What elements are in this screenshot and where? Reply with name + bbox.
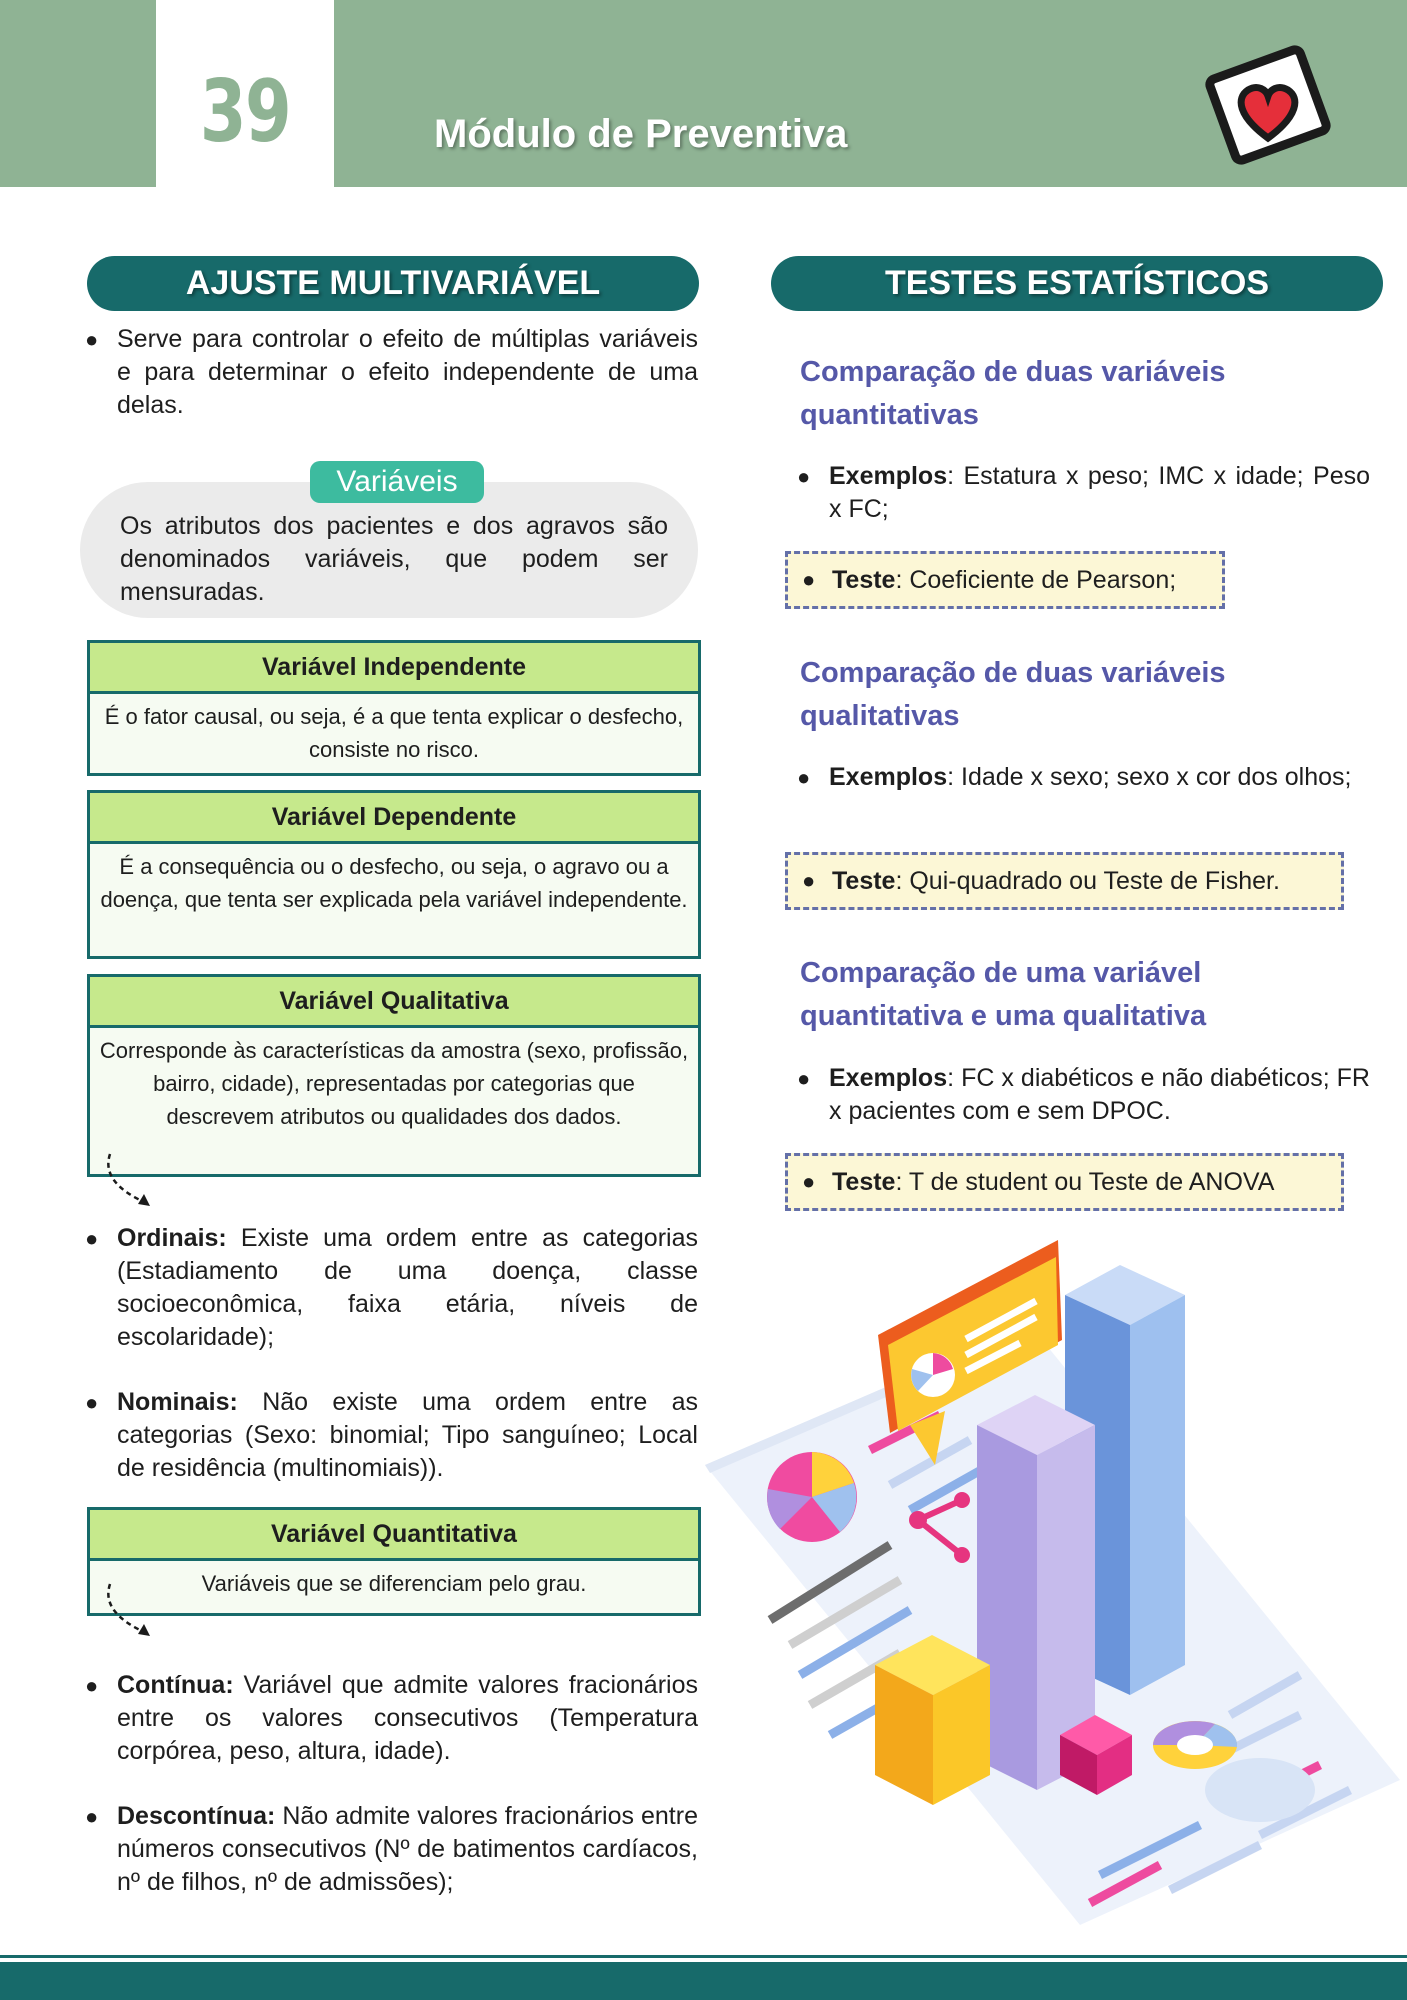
heading-line: qualitativas	[800, 700, 960, 732]
examples-bullet-2	[797, 761, 1370, 794]
footer-line	[0, 1955, 1407, 1958]
heading-line: quantitativa e uma qualitativa	[800, 1000, 1207, 1032]
heading-line: Comparação de duas variáveis	[800, 657, 1226, 689]
variables-tag: Variáveis	[310, 461, 484, 503]
module-title: Módulo de Preventiva	[434, 112, 848, 156]
test-label: Teste	[832, 867, 896, 895]
bullet-dot: ●	[797, 1066, 811, 1091]
term-ordinal: Ordinais:	[117, 1224, 227, 1252]
section-title-ajuste: AJUSTE MULTIVARIÁVEL	[87, 256, 699, 311]
text-continuous: Variável que admite valores fracionários entre os valores consecutivos (Temperatura corpórea, peso, altura, idade).	[117, 1671, 698, 1765]
list-item-discontinuous	[85, 1800, 698, 1899]
definition-body: É a consequência ou o desfecho, ou seja, o agravo ou a doença, que tenta ser explicada pela variável independente.	[100, 854, 688, 912]
bullet-dot: ●	[802, 567, 816, 592]
heading-line: Comparação de uma variável	[800, 957, 1202, 989]
list-item-nominal	[85, 1386, 698, 1485]
definition-box-quantitative	[87, 1507, 701, 1616]
section-title-testes: TESTES ESTATÍSTICOS	[771, 256, 1383, 311]
page-number: 39	[199, 62, 291, 162]
definition-box-qualitative	[87, 974, 701, 1177]
examples-label: Exemplos	[829, 462, 948, 490]
examples-text: : Idade x sexo; sexo x cor dos olhos;	[947, 763, 1352, 791]
test-label: Teste	[832, 1168, 896, 1196]
text-nominal: Não existe uma ordem entre as categorias (Sexo: binomial; Tipo sanguíneo; Local de residência (multinomiais)).	[117, 1388, 698, 1482]
curved-arrow-icon	[100, 1580, 160, 1640]
heart-note-logo-icon	[1198, 40, 1338, 170]
definition-title: Variável Quantitativa	[90, 1510, 698, 1561]
gear-icon	[1205, 1758, 1315, 1822]
comparison-heading-1	[800, 351, 1226, 437]
donut-chart-icon	[1153, 1721, 1237, 1769]
examples-bullet-3	[797, 1062, 1370, 1128]
bullet-dot: ●	[85, 1804, 99, 1829]
bullet-dot: ●	[802, 868, 816, 893]
heading-line: Comparação de duas variáveis	[800, 356, 1226, 388]
test-label: Teste	[832, 566, 896, 594]
text-discontinuous: Não admite valores fracionários entre números consecutivos (Nº de batimentos cardíacos, nº de filhos, nº de admissões);	[117, 1802, 698, 1896]
definition-box-dependent	[87, 790, 701, 959]
test-box-2	[785, 852, 1344, 910]
page-header	[0, 0, 1407, 187]
bullet-dot: ●	[802, 1169, 816, 1194]
yellow-cube-icon	[875, 1635, 990, 1805]
text-ordinal: Existe uma ordem entre as categorias (Estadiamento de uma doença, classe socioeconômica, faixa etária, níveis de escolaridade);	[117, 1224, 698, 1351]
test-text: : Coeficiente de Pearson;	[895, 566, 1177, 594]
list-item-ordinal	[85, 1222, 698, 1354]
test-box-3	[785, 1153, 1344, 1211]
page-number-box	[156, 0, 334, 187]
comparison-heading-2	[800, 652, 1226, 738]
bullet-dot: ●	[797, 464, 811, 489]
test-text: : T de student ou Teste de ANOVA	[895, 1168, 1275, 1196]
curved-arrow-icon	[100, 1150, 160, 1210]
bullet-dot: ●	[85, 327, 99, 352]
examples-label: Exemplos	[829, 763, 948, 791]
definition-box-independent	[87, 640, 701, 776]
term-continuous: Contínua:	[117, 1671, 234, 1699]
bullet-dot: ●	[85, 1390, 99, 1415]
term-discontinuous: Descontínua:	[117, 1802, 276, 1830]
term-nominal: Nominais:	[117, 1388, 238, 1416]
definition-title: Variável Dependente	[90, 793, 698, 844]
examples-bullet-1	[797, 460, 1370, 526]
definition-title: Variável Independente	[90, 643, 698, 694]
examples-text: : FC x diabéticos e não diabéticos; FR x pacientes com e sem DPOC.	[829, 1064, 1370, 1125]
definition-body: É o fator causal, ou seja, é a que tenta explicar o desfecho, consiste no risco.	[104, 704, 684, 762]
examples-text: : Estatura x peso; IMC x idade; Peso x FC;	[829, 462, 1370, 523]
comparison-heading-3	[800, 952, 1206, 1038]
examples-label: Exemplos	[829, 1064, 948, 1092]
variables-text: Os atributos dos pacientes e dos agravos são denominados variáveis, que podem ser mensuradas.	[120, 512, 668, 606]
list-item-continuous	[85, 1669, 698, 1768]
definition-body: Corresponde às características da amostra (sexo, profissão, bairro, cidade), representadas por categorias que descrevem atributos ou qualidades dos dados.	[99, 1038, 689, 1129]
definition-title: Variável Qualitativa	[90, 977, 698, 1028]
heading-line: quantitativas	[800, 399, 979, 431]
bullet-dot: ●	[797, 765, 811, 790]
statistics-illustration	[700, 1235, 1407, 1955]
intro-bullet	[85, 323, 698, 422]
page-footer	[0, 1962, 1407, 2000]
bullet-dot: ●	[85, 1226, 99, 1251]
test-box-1	[785, 551, 1225, 609]
pie-chart-icon	[767, 1452, 857, 1542]
bullet-dot: ●	[85, 1673, 99, 1698]
intro-text: Serve para controlar o efeito de múltiplas variáveis e para determinar o efeito independente de uma delas.	[117, 325, 698, 419]
test-text: : Qui-quadrado ou Teste de Fisher.	[895, 867, 1280, 895]
definition-body: Variáveis que se diferenciam pelo grau.	[201, 1571, 587, 1596]
